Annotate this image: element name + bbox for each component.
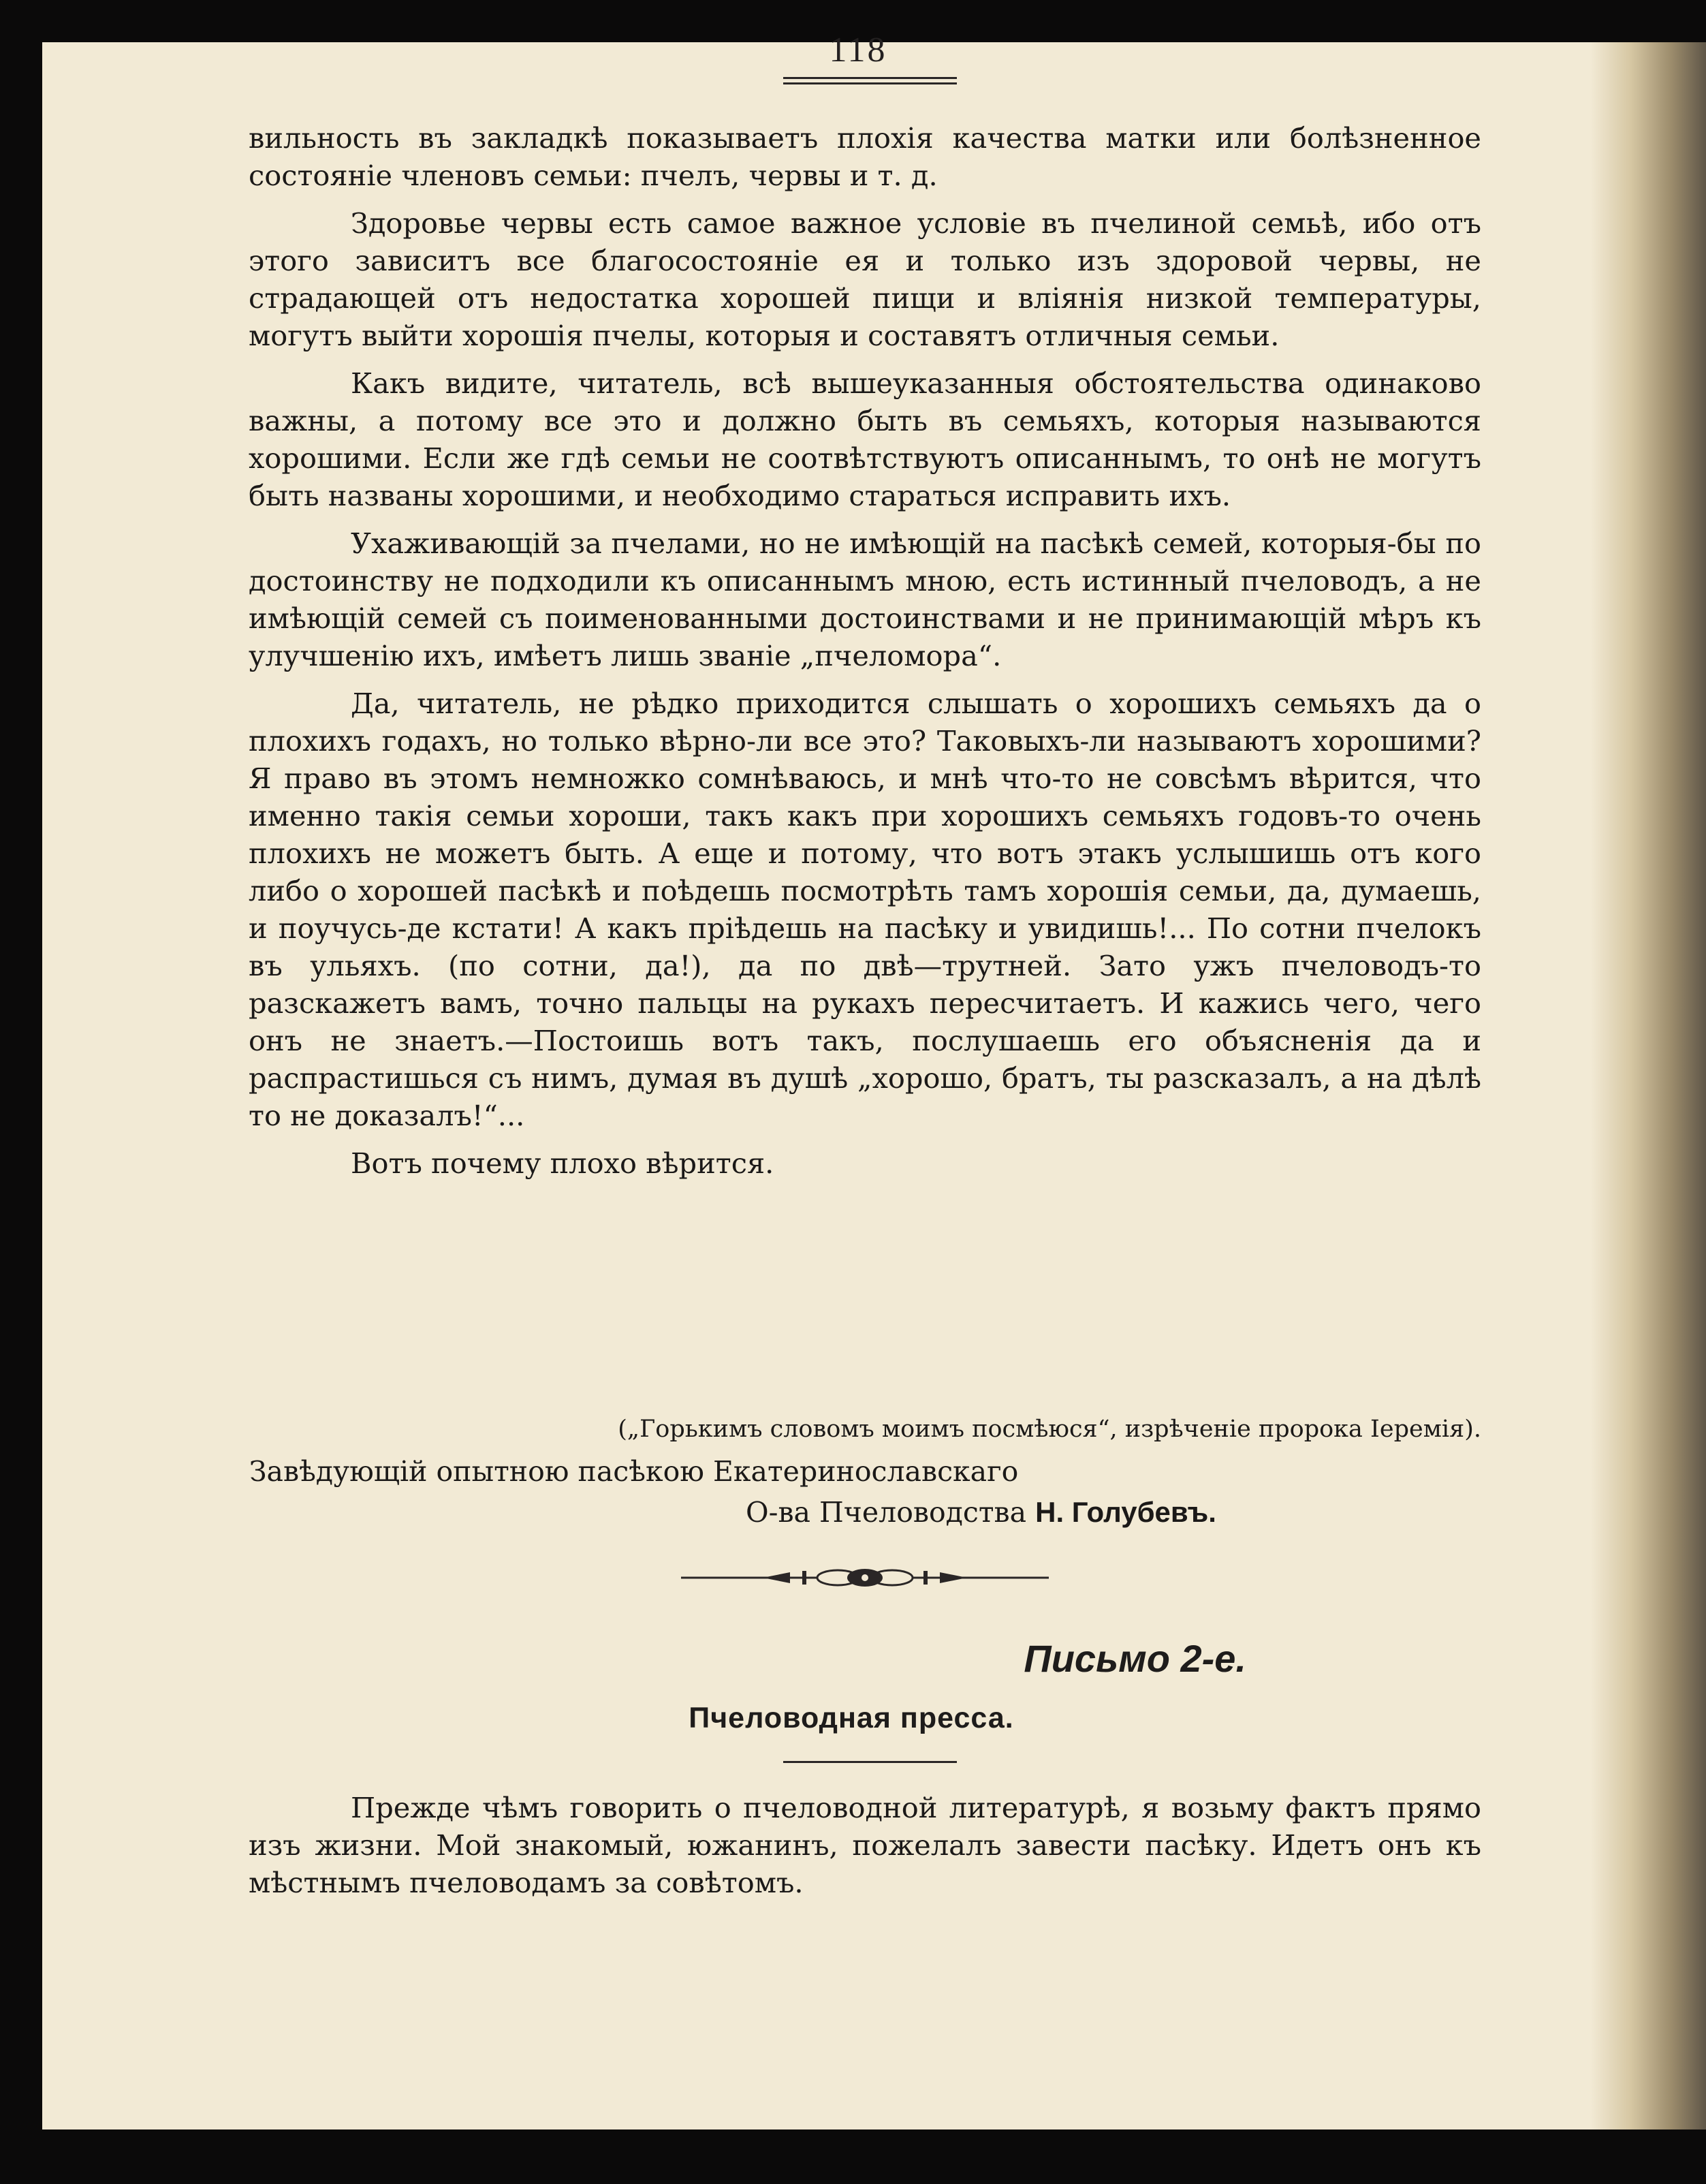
paragraph: Какъ видите, читатель, всѣ вышеуказанныя обстоятельства одинаково важны, а потому все это и должно быть въ семьяхъ, которыя называются хорошими. Если же гдѣ семьи не соотвѣтствуютъ описаннымъ, то онѣ не могутъ быть названы хорошими, и необходимо стараться исправить ихъ.	[249, 366, 1481, 512]
body-text-continued	[249, 1789, 1481, 1901]
signature-society: О-ва Пчеловодства	[746, 1496, 1027, 1529]
letter-title: Письмо 2-е.	[1024, 1637, 1246, 1680]
signature-line	[746, 1493, 1216, 1531]
page-spine-shadow	[1590, 42, 1706, 2130]
paragraph: Прежде чѣмъ говорить о пчеловодной литературѣ, я возьму фактъ прямо изъ жизни. Мой знакомый, южанинъ, пожелалъ завести пасѣку. Идетъ онъ къ мѣстнымъ пчеловодамъ за совѣтомъ.	[249, 1791, 1481, 1899]
header-rule-bottom	[783, 82, 957, 84]
ornament-divider-icon	[681, 1564, 1049, 1591]
signature-position: Завѣдующій опытною пасѣкою Екатеринославскаго	[249, 1455, 1019, 1488]
paragraph: Да, читатель, не рѣдко приходится слышать о хорошихъ семьяхъ да о плохихъ годахъ, но только вѣрно-ли все это? Таковыхъ-ли называютъ хорошими? Я право въ этомъ немножко сомнѣваюсь, и мнѣ что-то не совсѣмъ вѣрится, что именно такія семьи хороши, такъ какъ при хорошихъ семьяхъ годовъ-то очень плохихъ не можетъ быть. А еще и потому, что вотъ этакъ услышишь отъ кого либо о хорошей пасѣкѣ и поѣдешь посмотрѣть тамъ хорошія семьи, да, думаешь, и поучусь-де кстати! А какъ пріѣдешь на пасѣку и увидишь!... По сотни пчелокъ въ ульяхъ. (по сотни, да!), да по двѣ—трутней. Зато ужъ пчеловодъ-то разскажетъ вамъ, точно пальцы на рукахъ пересчитаетъ. И кажись чего, чего онъ не знаетъ.—Постоишь вотъ такъ, послушаешь его объясненія да и распрастишься съ нимъ, думая въ душѣ „хорошо, братъ, ты разсказалъ, а на дѣлѣ то не доказалъ!“...	[249, 687, 1481, 1132]
signature-name: Н. Голубевъ.	[1035, 1496, 1216, 1528]
paragraph: вильность въ закладкѣ показываетъ плохія качества матки или болѣзненное состояніе членовъ семьи: пчелъ, червы и т. д.	[249, 121, 1481, 192]
section-title: Пчеловодная пресса.	[689, 1702, 1014, 1734]
header-rule-top	[783, 77, 957, 79]
page-number: 118	[829, 31, 887, 69]
body-text	[249, 119, 1481, 1192]
epigraph-quote: („Горькимъ словомъ моимъ посмѣюся“, изрѣченіе пророка Іеремія).	[618, 1416, 1481, 1443]
section-rule	[783, 1761, 957, 1763]
paragraph: Здоровье червы есть самое важное условіе въ пчелиной семьѣ, ибо отъ этого зависитъ все благосостояніе ея и только изъ здоровой червы, не страдающей отъ недостатка хорошей пищи и вліянія низкой температуры, могутъ выйти хорошія пчелы, которыя и составятъ отличныя семьи.	[249, 206, 1481, 352]
paragraph: Ухаживающій за пчелами, но не имѣющій на пасѣкѣ семей, которыя-бы по достоинству не подходили къ описаннымъ мною, есть истинный пчеловодъ, а не имѣющій семей съ поименованными достоинствами и не принимающій мѣръ къ улучшенію ихъ, имѣетъ лишь званіе „пчеломора“.	[249, 527, 1481, 672]
paragraph: Вотъ почему плохо вѣрится.	[351, 1146, 774, 1180]
